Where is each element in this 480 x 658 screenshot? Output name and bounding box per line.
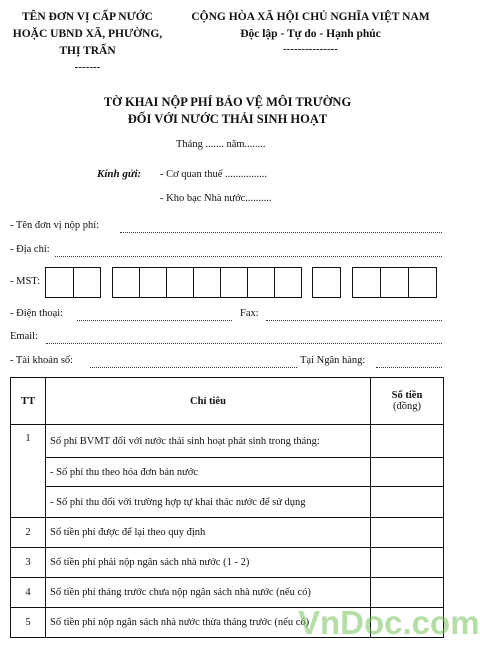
- form-subtitle: ĐỐI VỚI NƯỚC THẢI SINH HOẠT: [127, 112, 328, 126]
- amount-cell[interactable]: [371, 548, 444, 578]
- tax-code-digit-box[interactable]: [45, 267, 74, 298]
- recipient-label: Kính gửi:: [97, 168, 142, 180]
- amount-cell[interactable]: [371, 425, 444, 458]
- row-item: Số tiền phí tháng trước chưa nộp ngân sách nhà nước (nếu có): [46, 578, 371, 608]
- treasury-field[interactable]: - Kho bạc Nhà nước..........: [160, 193, 272, 204]
- table-row: [11, 578, 444, 608]
- watermark-logo: VnDoc.com: [298, 604, 480, 641]
- tax-code-digit-box[interactable]: [112, 267, 140, 298]
- row-item: - Số phí thu đối với trường hợp tự khai thác nước để sử dụng: [46, 487, 371, 518]
- table-row: [11, 425, 444, 458]
- row-item: Số tiền phí nộp ngân sách nhà nước thừa tháng trước (nếu có): [46, 608, 371, 638]
- issuer-line: TÊN ĐƠN VỊ CẤP NƯỚC: [22, 11, 153, 23]
- tax-code-digit-box[interactable]: [274, 267, 302, 298]
- period-field[interactable]: Tháng ....... năm........: [176, 139, 266, 150]
- bank-line[interactable]: [376, 367, 442, 368]
- address-label: - Địa chỉ:: [10, 244, 50, 255]
- issuer-name: [0, 9, 175, 60]
- tax-code-digit-box[interactable]: [408, 267, 437, 298]
- email-line[interactable]: [46, 343, 442, 344]
- tax-code-label: - MST:: [10, 276, 41, 287]
- tax-code-digit-box[interactable]: [380, 267, 409, 298]
- table-row: [11, 487, 444, 518]
- bank-label: Tại Ngân hàng:: [300, 355, 366, 366]
- national-motto: [178, 9, 443, 43]
- unit-name-line[interactable]: [120, 232, 442, 233]
- motto: Độc lập - Tự do - Hạnh phúc: [240, 28, 381, 40]
- header-amount-unit: (đồng): [393, 401, 421, 412]
- phone-label: - Điện thoại:: [10, 308, 64, 319]
- header-item: Chỉ tiêu: [46, 378, 371, 425]
- amount-cell[interactable]: [371, 578, 444, 608]
- tax-code-digit-box[interactable]: [312, 267, 341, 298]
- motto-separator: ---------------: [283, 43, 338, 55]
- table-row: [11, 458, 444, 487]
- account-label: - Tài khoản số:: [10, 355, 74, 366]
- tax-code-digit-box[interactable]: [139, 267, 167, 298]
- form-title: TỜ KHAI NỘP PHÍ BẢO VỆ MÔI TRƯỜNG: [103, 95, 352, 109]
- header-amount: [371, 378, 444, 425]
- tax-code-digit-box[interactable]: [193, 267, 221, 298]
- amount-cell[interactable]: [371, 487, 444, 518]
- account-line[interactable]: [90, 367, 297, 368]
- fax-line[interactable]: [266, 320, 442, 321]
- tax-code-digit-box[interactable]: [220, 267, 248, 298]
- tax-code-digit-box[interactable]: [73, 267, 101, 298]
- phone-line[interactable]: [77, 320, 232, 321]
- email-label: Email:: [10, 331, 38, 342]
- issuer-line: THỊ TRẤN: [59, 45, 116, 57]
- row-no: 2: [11, 518, 46, 548]
- row-item: Số tiền phí phải nộp ngân sách nhà nước (1 - 2): [46, 548, 371, 578]
- unit-name-label: - Tên đơn vị nộp phí:: [10, 220, 100, 231]
- fee-table: [10, 377, 444, 638]
- address-line[interactable]: [55, 256, 442, 257]
- tax-code-digit-box[interactable]: [247, 267, 275, 298]
- fax-label: Fax:: [240, 308, 259, 319]
- header-no: TT: [11, 378, 46, 425]
- amount-cell[interactable]: [371, 458, 444, 487]
- country-name: CỘNG HÒA XÃ HỘI CHỦ NGHĨA VIỆT NAM: [191, 11, 430, 23]
- row-item: Số phí BVMT đối với nước thải sinh hoạt phát sinh trong tháng:: [46, 425, 371, 458]
- header-amount-label: Số tiền: [391, 390, 423, 401]
- amount-cell[interactable]: [371, 518, 444, 548]
- table-row: [11, 548, 444, 578]
- tax-code-digit-box[interactable]: [166, 267, 194, 298]
- table-row: [11, 518, 444, 548]
- row-item: - Số phí thu theo hóa đơn bán nước: [46, 458, 371, 487]
- row-no: 4: [11, 578, 46, 608]
- row-no: 1: [11, 425, 46, 518]
- tax-office-field[interactable]: - Cơ quan thuế ................: [160, 169, 268, 180]
- row-item: Số tiền phí được để lại theo quy định: [46, 518, 371, 548]
- tax-code-digit-box[interactable]: [352, 267, 381, 298]
- row-no: 5: [11, 608, 46, 638]
- issuer-separator: -------: [74, 61, 101, 73]
- row-no: 3: [11, 548, 46, 578]
- table-header-row: [11, 378, 444, 425]
- issuer-line: HOẶC UBND XÃ, PHƯỜNG,: [12, 28, 163, 40]
